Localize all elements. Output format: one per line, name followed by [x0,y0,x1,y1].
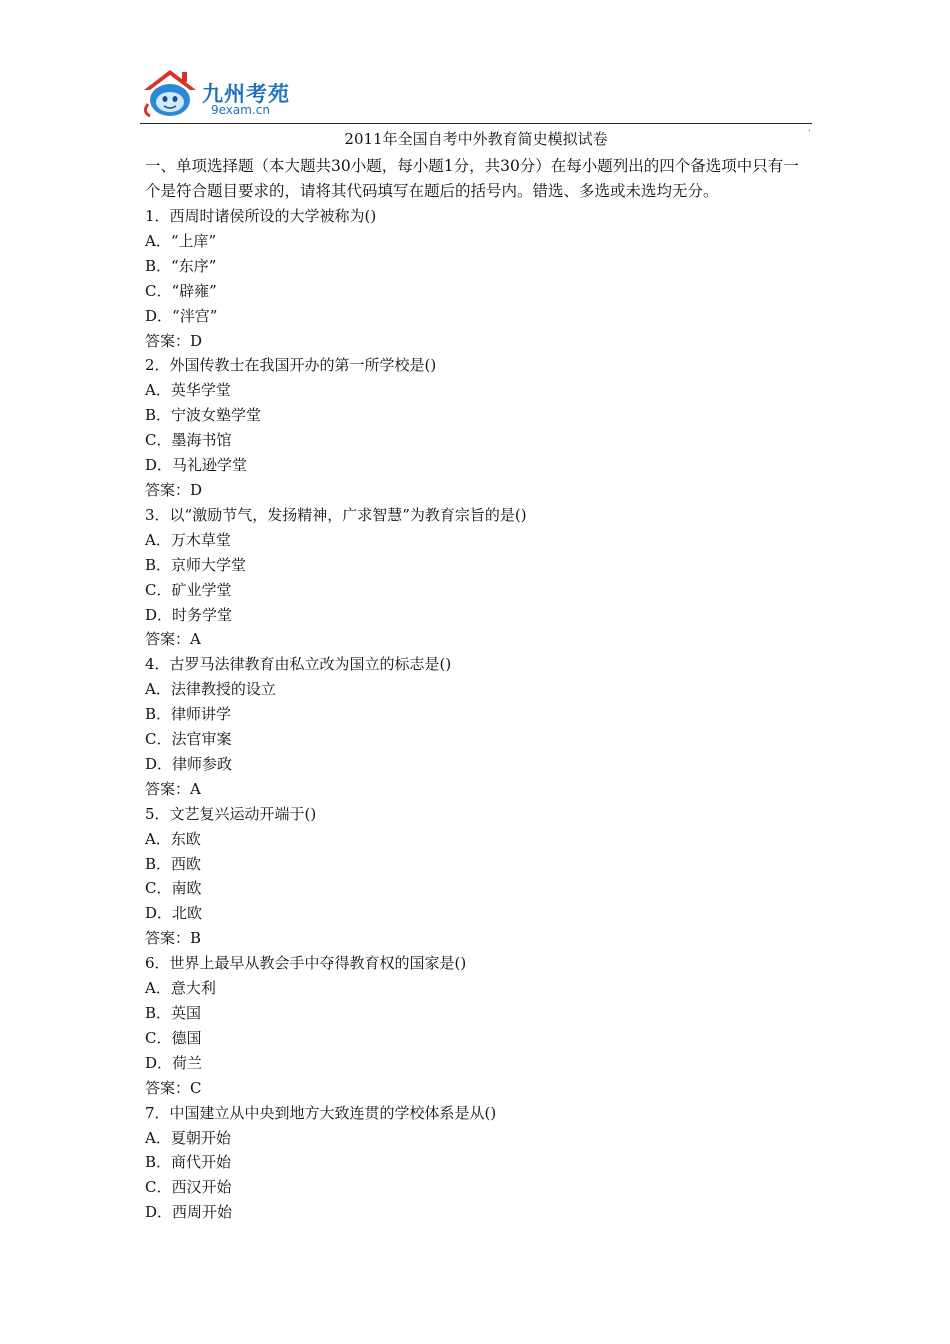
question-block [145,652,813,801]
answer-option: B．西欧 [145,854,202,873]
answer-option: C．西汉开始 [145,1178,232,1197]
answer-option: B．律师讲学 [145,705,232,724]
answer-option: A．东欧 [145,829,201,848]
page-header [140,62,812,124]
answer-option: C．南欧 [145,879,202,898]
answer-option: D．“泮宫” [145,306,218,325]
question-text: 2．外国传教士在我国开办的第一所学校是() [145,356,437,375]
question-block [145,204,813,353]
answer-key: 答案：A [145,630,201,649]
answer-option: D．时务学堂 [145,605,233,624]
answer-key: 答案：D [145,331,203,350]
answer-option: D．西周开始 [145,1203,233,1222]
brand-name-cn: 九州考苑 [202,82,290,106]
answer-option: A．“上庠” [145,231,217,250]
brand-name-en: 9exam.cn [211,103,270,117]
answer-option: D．北欧 [145,904,203,923]
answer-option: B．宁波女塾学堂 [145,406,262,425]
answer-option: D．马礼逊学堂 [145,456,248,475]
document-title: 2011年全国自考中外教育简史模拟试卷 [344,130,608,148]
answer-option: C．德国 [145,1028,202,1047]
header-rule [140,123,812,124]
question-block [145,802,813,951]
answer-key: 答案：B [145,929,202,948]
header-rule-mark: . [808,124,811,134]
answer-option: B．京师大学堂 [145,555,247,574]
answer-option: A．英华学堂 [145,381,231,400]
answer-option: A．法律教授的设立 [145,680,276,699]
question-text: 6．世界上最早从教会手中夺得教育权的国家是() [145,954,467,973]
logo-mascot-icon [140,64,202,122]
answer-option: A．夏朝开始 [145,1128,231,1147]
answer-option: D．荷兰 [145,1053,203,1072]
logo [140,64,340,122]
answer-option: B．商代开始 [145,1153,232,1172]
question-text: 7．中国建立从中央到地方大致连贯的学校体系是从() [145,1103,497,1122]
question-block [145,1101,813,1226]
section-intro: 一、单项选择题（本大题共30小题，每小题1分，共30分）在每小题列出的四个备选项中只有一个是符合题目要求的，请将其代码填写在题后的括号内。错选、多选或未选均无分。 [145,157,799,200]
answer-option: B．英国 [145,1004,202,1022]
answer-key: 答案：D [145,480,203,499]
answer-option: C．矿业学堂 [145,580,232,599]
answer-option: B．“东序” [145,256,217,275]
question-text: 4．古罗马法律教育由私立改为国立的标志是() [145,655,452,674]
question-list [145,204,813,1225]
question-block [145,503,813,652]
answer-option: D．律师参政 [145,754,233,773]
answer-option: C．法官审案 [145,730,232,749]
question-text: 5．文艺复兴运动开端于() [145,804,317,823]
answer-option: A．万木草堂 [145,530,231,549]
question-block [145,353,813,502]
answer-option: A．意大利 [145,979,216,998]
question-block [145,951,813,1100]
answer-key: 答案：A [145,779,201,798]
question-text: 3．以“激励节气，发扬精神，广求智慧”为教育宗旨的是() [145,505,527,524]
document-body [145,154,813,1225]
answer-option: C．墨海书馆 [145,431,232,450]
question-text: 1．西周时诸侯所设的大学被称为() [145,207,377,225]
answer-key: 答案：C [145,1078,202,1097]
answer-option: C．“辟雍” [145,281,217,300]
